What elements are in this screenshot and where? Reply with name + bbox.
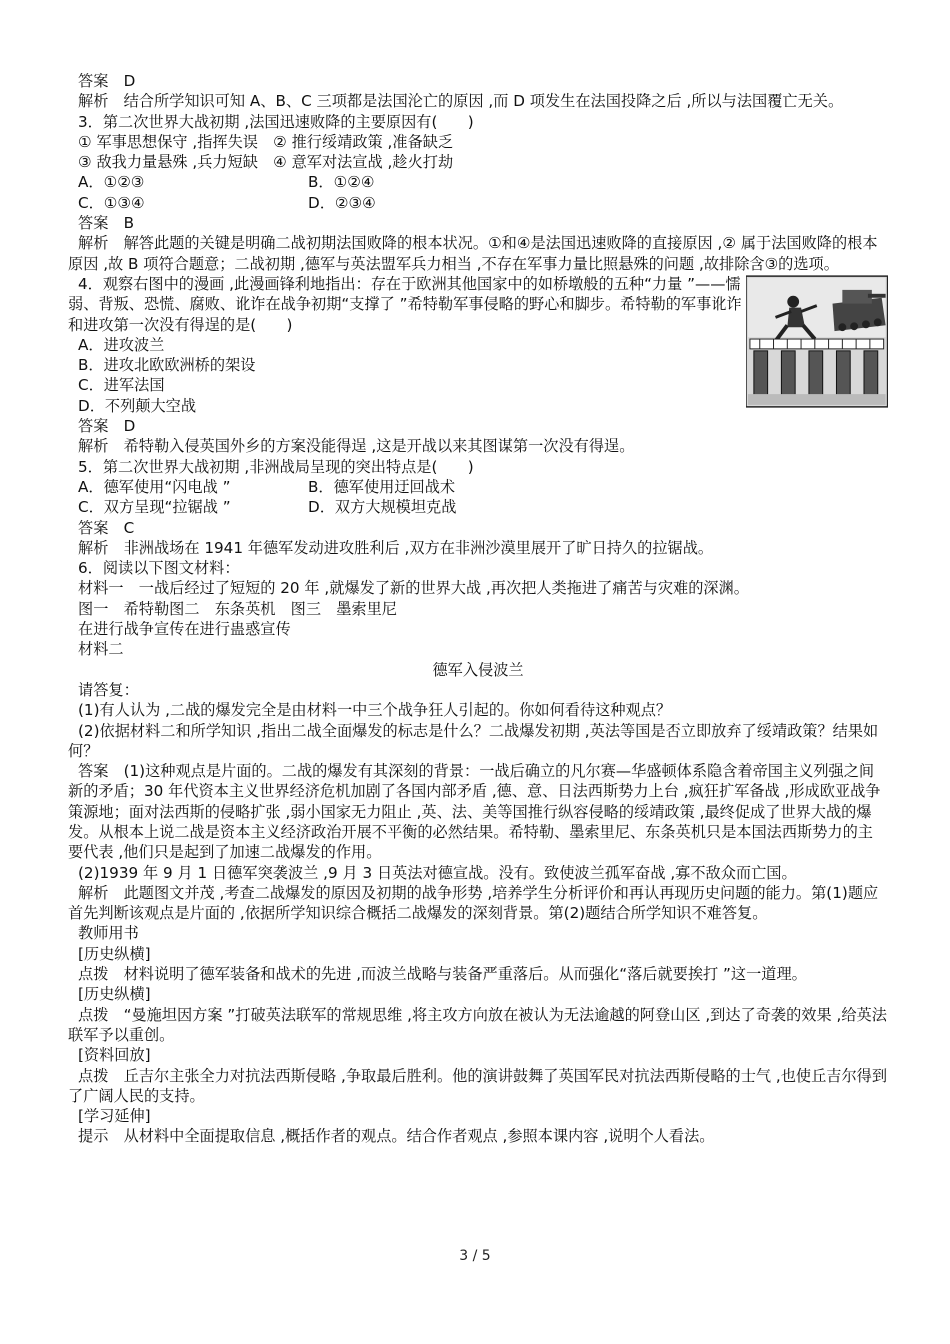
material-1-figures: 图一 希特勒图二 东条英机 图三 墨索里尼 [78, 599, 397, 618]
section-heading: [历史纵横] [78, 944, 151, 963]
section-heading: [资料回放] [78, 1046, 151, 1065]
q4-option-a: A．进攻波兰 [78, 335, 165, 354]
q3-option-d: D．②③④ [308, 193, 376, 212]
page-number: 3 / 5 [459, 1248, 491, 1264]
q5-option-d: D．双方大规模坦克战 [308, 498, 457, 517]
answer-1: 答案 (1)这种观点是片面的。二战的爆发有其深刻的背景：一战后确立的凡尔赛—华盛顿体系隐含着帝国主义列强之间新的矛盾；30 年代资本主义世界经济危机加剧了各国内部矛盾 ,德、意、日法西斯势力上台 ,疯狂扩军备战 ,形成欧亚战争策源地；面对法西斯的侵略扩张 ,弱小国家无力阻止 ,英、法、美等国推行纵容侵略的绥靖政策 ,最终促成了世界大战的爆发。从根本上说二战是资本主义经济政治开展不平衡的必然结果。希特勒、墨索里尼、东条英机只是本国法西斯势力的主要代表 ,他们只是起到了加速二战爆发的作用。 [68, 762, 881, 862]
question-4-block [68, 274, 888, 416]
q3-statements-1: ① 军事思想保守 ,指挥失误 ② 推行绥靖政策 ,准备缺乏 [78, 132, 454, 151]
q5-option-a: A．德军使用“闪电战 ” [78, 477, 231, 496]
q5-answer: 答案 C [78, 518, 135, 537]
q6-explanation: 解析 此题图文并茂 ,考查二战爆发的原因及初期的战争形势 ,培养学生分析评价和再认再现历史问题的能力。第(1)题应首先判断该观点是片面的 ,依据所学知识综合概括二战爆发的深刻背景。第(2)题结合所学知识不难答复。 [68, 883, 879, 923]
q5-options-row-2 [68, 497, 888, 517]
q5-explanation: 解析 非洲战场在 1941 年德军发动进攻胜利后 ,双方在非洲沙漠里展开了旷日持久的拉锯战。 [78, 538, 714, 557]
question-3: 3．第二次世界大战初期 ,法国迅速败降的主要原因有( ) [78, 112, 474, 131]
q4-option-d: D．不列颠大空战 [78, 396, 197, 415]
section-tip: 提示 从材料中全面提取信息 ,概括作者的观点。结合作者观点 ,参照本课内容 ,说明个人看法。 [78, 1127, 715, 1146]
q3-option-c: C．①③④ [78, 193, 145, 212]
question-4: 4．观察右图中的漫画 ,此漫画锋利地指出：存在于欧洲其他国家中的如桥墩般的五种“力量 ”——懦弱、背叛、恐慌、腐败、讹诈在战争初期“支撑了 ”希特勒军事侵略的野心和脚步。希特勒的军事讹诈和进攻第一次没有得逞的是( ) [68, 274, 742, 334]
material-2: 材料二 [78, 640, 124, 659]
answer-2: (2)1939 年 9 月 1 日德军突袭波兰 ,9 月 3 日英法对德宣战。没有。致使波兰孤军奋战 ,寡不敌众而亡国。 [78, 863, 797, 882]
q3-explanation: 解析 解答此题的关键是明确二战初期法国败降的根本状况。①和④是法国迅速败降的直接原因 ,② 属于法国败降的根本原因 ,故 B 项符合题意；二战初期 ,德军与英法盟军兵力相当 ,不存在军事力量比照悬殊的问题 ,故排除含③的选项。 [68, 234, 878, 273]
q5-option-b: B．德军使用迂回战术 [308, 477, 456, 496]
answer-line: 答案 D [78, 72, 136, 90]
cartoon-illustration-icon [746, 275, 888, 408]
q3-options-row-2 [68, 193, 888, 213]
q3-options-row-1 [68, 172, 888, 192]
q4-option-b: B．进攻北欧欧洲桥的架设 [78, 356, 256, 375]
material-1: 材料一 一战后经过了短短的 20 年 ,就爆发了新的世界大战 ,再次把人类拖进了痛苦与灾难的深渊。 [78, 579, 749, 598]
q5-option-c: C．双方呈现“拉锯战 ” [78, 498, 231, 517]
ask-1: (1)有人认为 ,二战的爆发完全是由材料一中三个战争狂人引起的。你如何看待这种观点？ [78, 701, 672, 720]
q3-statements-2: ③ 敌我力量悬殊 ,兵力短缺 ④ 意军对法宣战 ,趁火打劫 [78, 153, 454, 172]
q4-explanation: 解析 希特勒入侵英国外乡的方案没能得逞 ,这是开战以来其图谋第一次没有得逞。 [78, 437, 635, 456]
section-tip: 点拨 材料说明了德军装备和战术的先进 ,而波兰战略与装备严重落后。从而强化“落后就要挨打 ”这一道理。 [78, 965, 807, 984]
q5-options-row-1 [68, 477, 888, 497]
q4-answer: 答案 D [78, 417, 136, 436]
section-heading: [历史纵横] [78, 985, 151, 1004]
section-tip: 点拨 “曼施坦因方案 ”打破英法联军的常规思维 ,将主攻方向放在被认为无法逾越的阿登山区 ,到达了奇袭的效果 ,给英法联军予以重创。 [68, 1005, 887, 1044]
explanation-line: 解析 结合所学知识可知 A、B、C 三项都是法国沦亡的原因 ,而 D 项发生在法国投降之后 ,所以与法国覆亡无关。 [78, 92, 844, 111]
section-heading: [学习延伸] [78, 1107, 151, 1126]
q3-option-a: A．①②③ [78, 173, 145, 192]
material-1-caption: 在进行战争宣传在进行蛊惑宣传 [78, 620, 291, 639]
q4-option-c: C．进军法国 [78, 376, 165, 395]
q3-answer: 答案 B [78, 214, 134, 233]
teacher-book-label: 教师用书 [78, 924, 139, 943]
material-2-caption: 德军入侵波兰 [432, 660, 524, 679]
ask-2: (2)依据材料二和所学知识 ,指出二战全面爆发的标志是什么？二战爆发初期 ,英法等国是否立即放弃了绥靖政策？结果如何？ [68, 721, 879, 760]
document-body [68, 71, 888, 1147]
question-6: 6．阅读以下图文材料： [78, 559, 240, 578]
q3-option-b: B．①②④ [308, 173, 375, 192]
section-tip: 点拨 丘吉尔主张全力对抗法西斯侵略 ,争取最后胜利。他的演讲鼓舞了英国军民对抗法西斯侵略的士气 ,也使丘吉尔得到了广阔人民的支持。 [68, 1066, 888, 1105]
question-5: 5．第二次世界大战初期 ,非洲战局呈现的突出特点是( ) [78, 457, 474, 476]
ask-heading: 请答复： [78, 680, 139, 699]
